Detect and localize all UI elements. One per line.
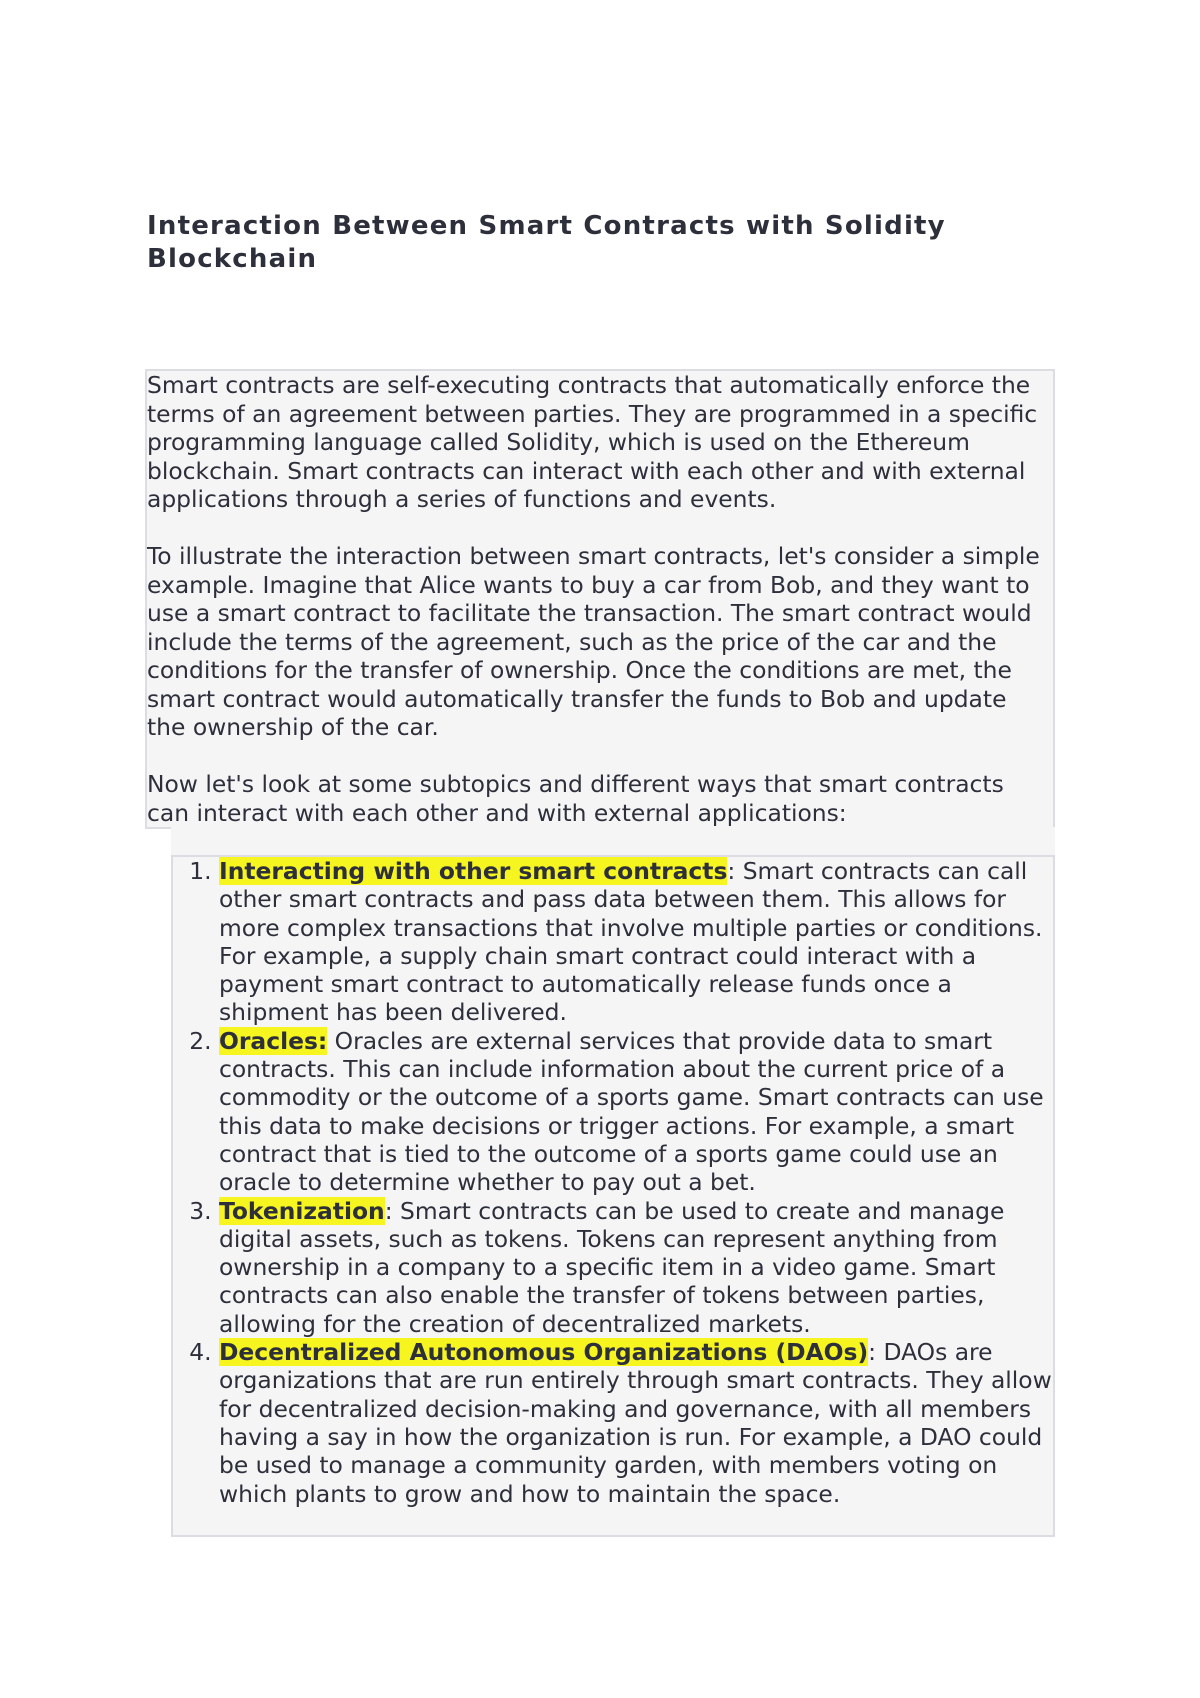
intro-text-box [145,369,1055,829]
highlighted-term: Interacting with other smart contracts [219,857,728,885]
subtopics-list-box [171,855,1055,1537]
list-item-text: : DAOs are organizations that are run entirely through smart contracts. They allow for decentralized decision-making and governance, with all members having a say in how the organization is run. For example, a DAO could be used to manage a community garden, with members voting on which plants to grow and how to maintain the space. [219,1338,1052,1508]
intro-paragraph: Now let's look at some subtopics and different ways that smart contracts can interact with each other and with external applications: [147,770,1004,827]
highlighted-term: Oracles: [219,1026,328,1055]
list-item-text: Oracles are external services that provide data to smart contracts. This can include information about the current price of a commodity or the outcome of a sports game. Smart contracts can use this data to make decisions or trigger actions. For example, a smart contract that is tied to the outcome of a sports game could use an oracle to determine whether to pay out a bet. [219,1026,1044,1197]
list-item [219,1197,1053,1338]
page-title: Interaction Between Smart Contracts with Solidity Blockchain [147,211,946,274]
list-item [219,1338,1053,1508]
list-item-text: : Smart contracts can call other smart contracts and pass data between them. This allows for more complex transactions that involve multiple parties or conditions. For example, a supply chain smart contract could interact with a payment smart contract to automatically release funds once a shipment has been delivered. [219,857,1043,1027]
intro-paragraph: Smart contracts are self-executing contracts that automatically enforce the terms of an agreement between parties. They are programmed in a specific programming language called Solidity, which is used on the Ethereum blockchain. Smart contracts can interact with each other and with external applications through a series of functions and events. [147,371,1038,513]
highlighted-term: Tokenization [219,1196,385,1225]
box-gap-shading [171,827,1055,855]
highlighted-term: Decentralized Autonomous Organizations (DAOs) [219,1338,869,1367]
list-item [219,857,1053,1027]
intro-paragraph: To illustrate the interaction between smart contracts, let's consider a simple example. Imagine that Alice wants to buy a car from Bob, and they want to use a smart contract to facilitate the transaction. The smart contract would include the terms of the agreement, such as the price of the car and the conditions for the transfer of ownership. Once the conditions are met, the smart contract would automatically transfer the funds to Bob and update the ownership of the car. [147,542,1040,741]
list-item-text: : Smart contracts can be used to create and manage digital assets, such as tokens. Tokens can represent anything from ownership in a company to a specific item in a video game. Smart contracts can also enable the transfer of tokens between parties, allowing for the creation of decentralized markets. [219,1196,1005,1338]
list-item [219,1027,1053,1197]
subtopics-list [173,857,1053,1508]
